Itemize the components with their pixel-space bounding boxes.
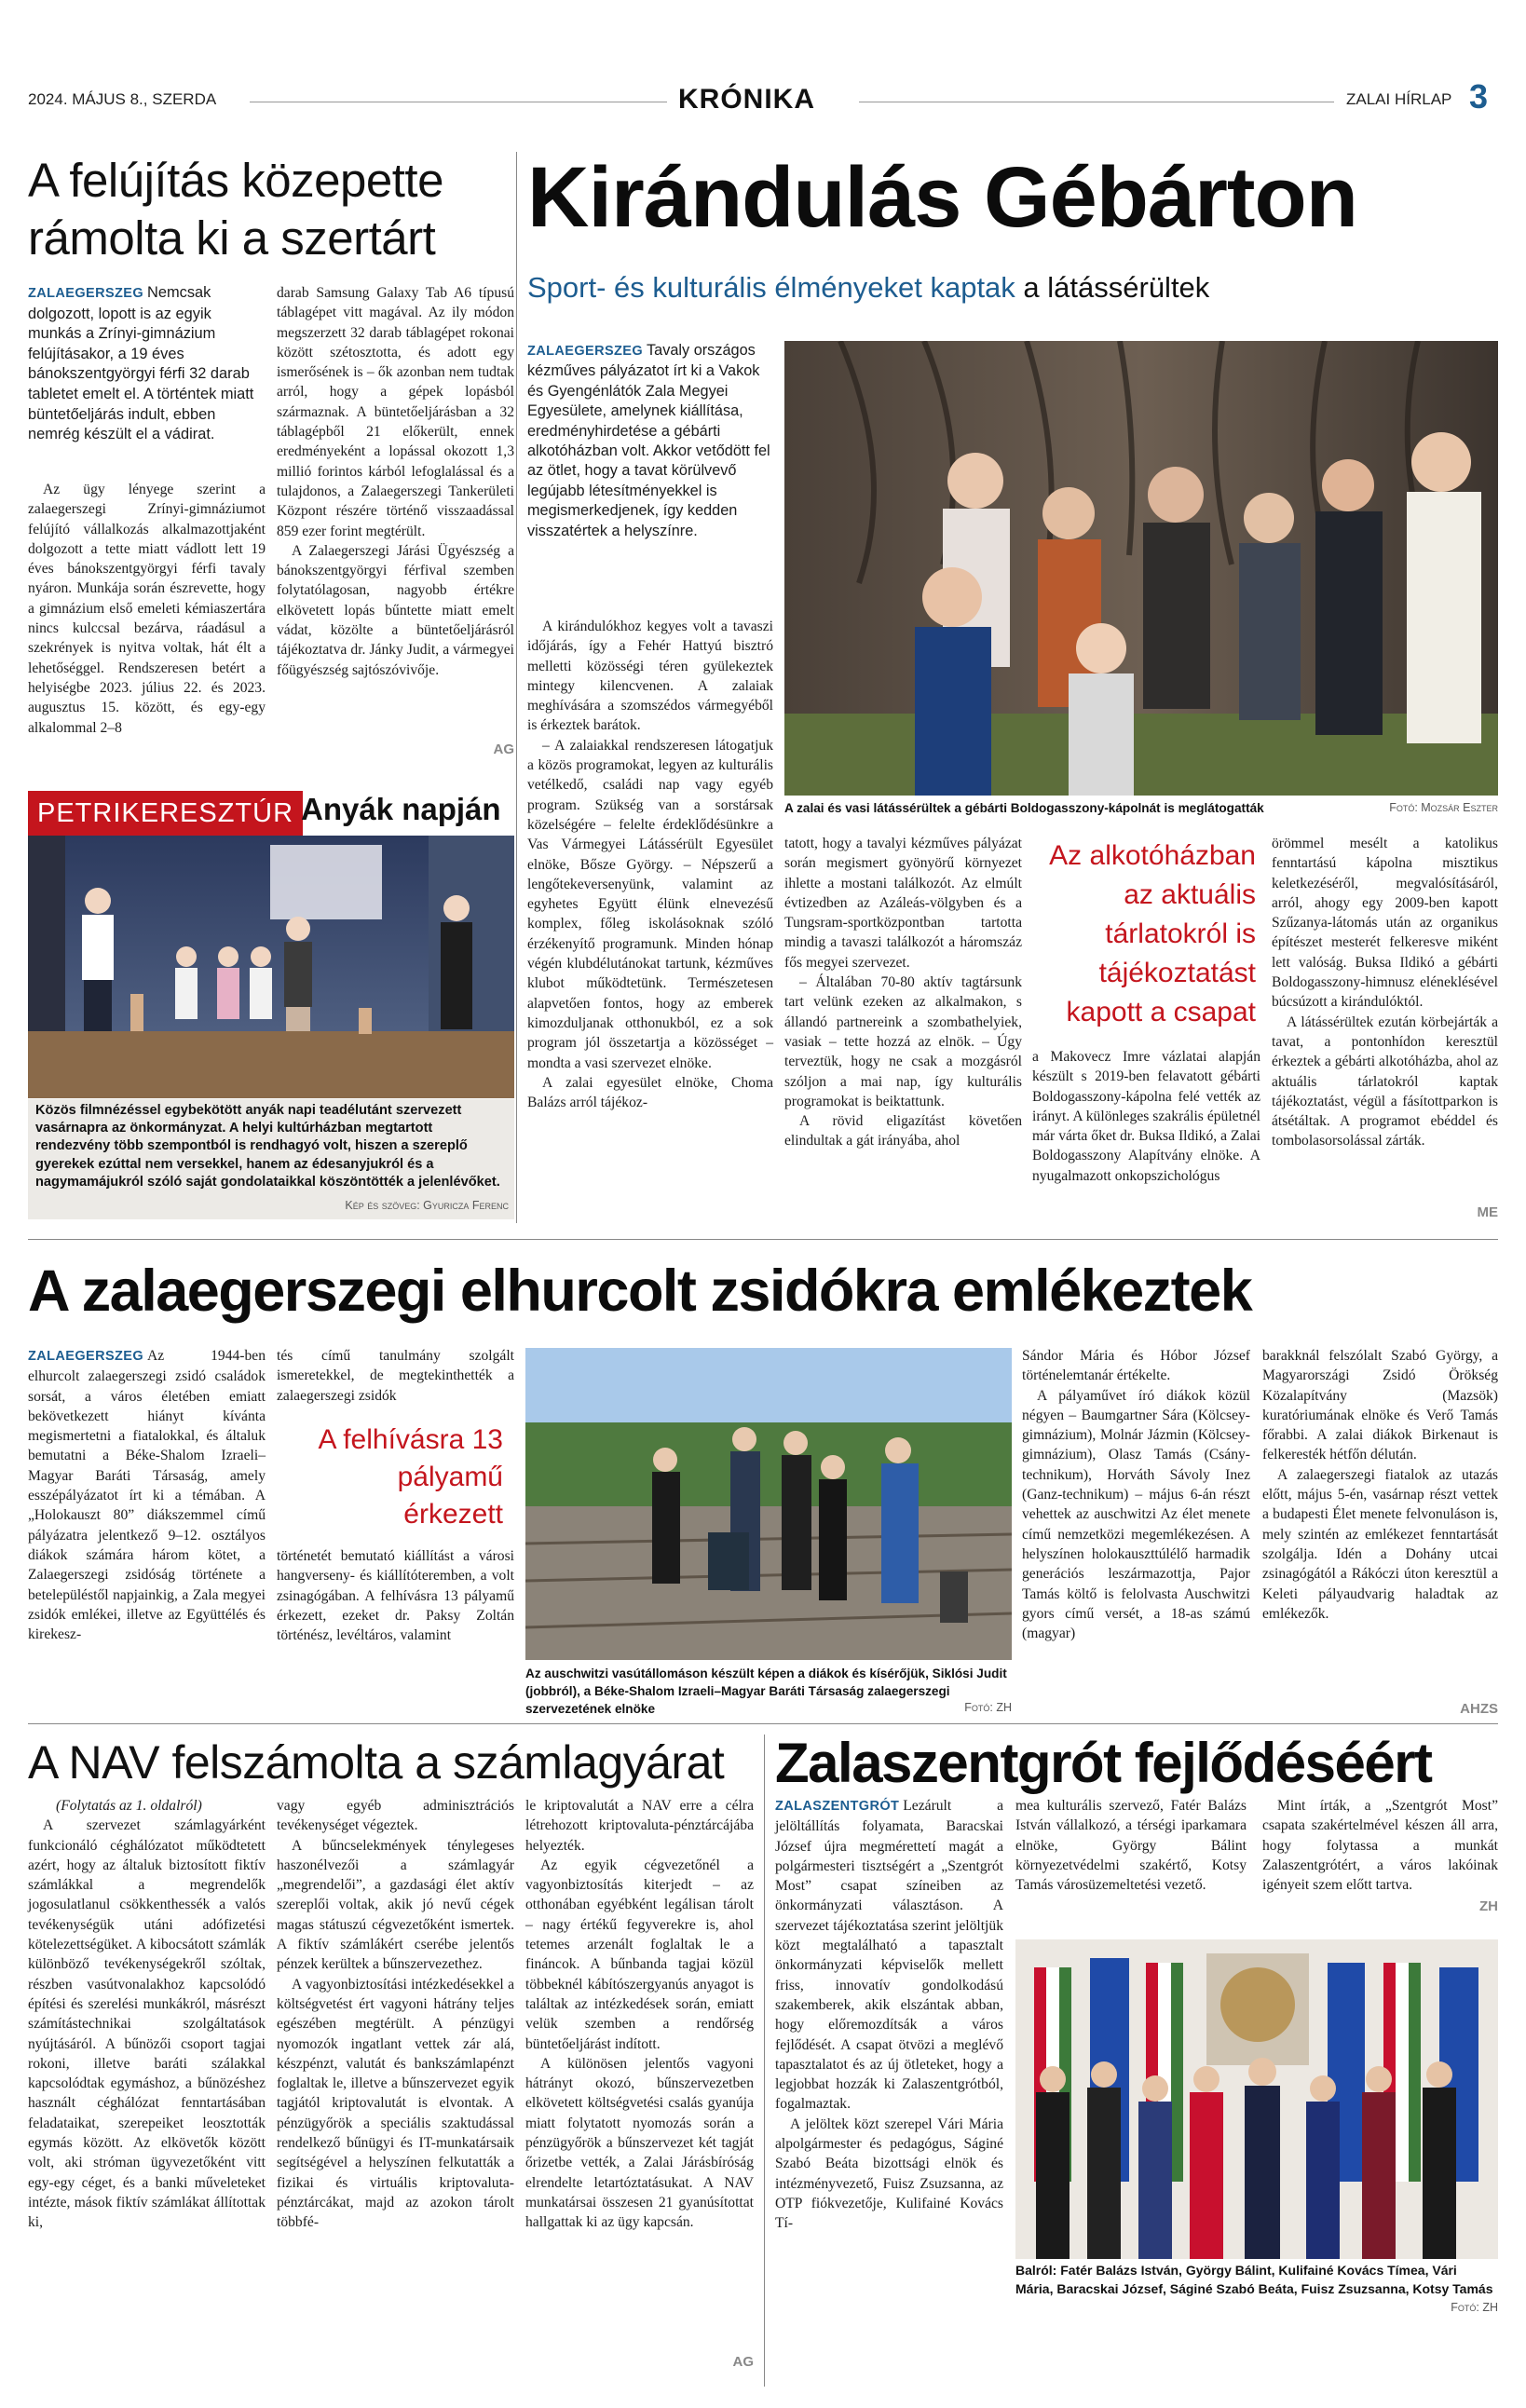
art5-signature: AG — [732, 2354, 754, 2370]
art2-caption: Közös filmnézéssel egybekötött anyák napi teadélutánt szervezett vasárnapra az önkormányzat. A helyi kultúrházban megtartott rendezvény több szempontból is rendhagyó volt, hiszen a szereplő gyerekek ezúttal nem versekkel, hanem az édesanyjukról és a nagymamájukról szóló saját gondolataikkal köszöntötték a jelenlévőket. — [35, 1103, 500, 1190]
art1-col1: Az ügy lényege szerint a zalaegerszegi Zrínyi-gimnáziumot felújító vállalkozás alkalmazottjaként dolgozott a tette miatt vádlott lett 19 éves bánokszentgyörgyi férfi tavaly nyáron. Munkája során észrevette, hogy a gimnázium első emeleti kémiaszertára nincs kulccsal bezárva, ráadásul a szekrények is nyitva voltak, hát élt a lehetőséggel. Rendszeresen betért a helyiségbe 2023. július 22. és 2023. augusztus 15. között, és egy-egy alkalommal 2–8 — [28, 482, 266, 736]
divider-mid — [28, 1239, 1498, 1240]
art6-dateline: ZALASZENTGRÓT — [775, 1799, 900, 1814]
art3-title: Kirándulás Gébárton — [527, 150, 1357, 245]
photo-railway-station — [525, 1348, 1012, 1660]
art4-col2b: történetét bemutató kiállítást a városi hangverseny- és kiállítóteremben, a volt zsinagógában. A felhívásra 13 pályamű érkezett, ezeket dr. Paksy Zoltán történész, levéltáros, valamint — [277, 1548, 514, 1644]
art2-title: Anyák napján — [301, 792, 501, 826]
divider-lower — [28, 1723, 1498, 1724]
art6-col1: ZALASZENTGRÓT Lezárult a jelöltállítás folyamata, Baracskai József újra megmérettetí magát a polgármesteri tisztségért a „Szentgrót Most” csapat színeiben az önkormányzati választáson. A szervezet tájékoztatása szerint jelöltjük közt megtalálható a tapasztalt önkormányzati képviselők mellett friss, innovatív gondolkodású szakemberek, akik elszántak abban, hogy előremozdítsák a város fejlődését. A csapat ötvözi a meglévő tapasztalatot és az új ötleteket, hogy a legjobbat hozzák ki Zalaszentgrótból, fogalmaztak. A jelöltek közt szerepel Vári Mária alpolgármester és pedagógus, Ságiné Szabó Beáta bizottsági elnök és intézményvezető, Fuisz Zsuzsanna, az OTP fiókvezetője, Kulifainé Kovács Tí- — [775, 1798, 1003, 2232]
art4-col2: tés című tanulmány szolgált ismeretekkel, de megtekinthették a zalaegerszegi zsidók — [277, 1348, 514, 1404]
art1-signature: AG — [493, 741, 514, 757]
art3-col2: tatott, hogy a tavalyi kézműves pályázat során megismert gyönyörű környezet ihlette a mostani találkozót. Az elmúlt évtizedben az Azáleás-völgyben és a Tungsram-sportközpontban tartotta mindig a tavaszi találkozót a háromszáz fős megyei szervezet. – Általában 70-80 aktív tagtársunk tart velünk ezeken az alkalmakon, s állandó partnereink a szombathelyiek, vasiak – tette hozzá az elnök. – Úgy terveztük, hogy ne csak a mozgásról szóljon a mai nap, így kulturális programokat is beiktattunk. A rövid eligazítást követően elindultak a gát irányába, ahol — [784, 836, 1022, 1150]
art5-col2: vagy egyéb adminisztrációs tevékenységet végeztek. A bűncselekmények ténylegeses haszonélvezői a számlagyár „megrendelői”, a gazdasági élet aktív szereplői voltak, akik jó nevű cégek magas státuszú cégvezetőként ismertek. A fiktív számlákért cserébe jelentős pénzek kerültek a bűnszervezethez. A vagyonbiztosítási intézkedésekkel a költségvetést ért vagyoni hátrány teljes egészében megtérült. A pénzügyi nyomozók ingatlant vettek zár alá, készpénzt, valutát és bankszámlapénzt foglaltak le, illetve a bűnszervezet egyik tagjától kriptovalutát is elvontak. A pénzügyőrök a speciális szaktudással rendelkező bűnügyi és IT-munkatársaik segítségével a helyszínen felkutatták a fizikai és virtuális kriptovaluta-pénztárcákat, majd az azokon tárolt többfé- — [277, 1798, 514, 2231]
art3-caption: A zalai és vasi látássérültek a gébárti Boldogasszony-kápolnát is meglátogatták — [784, 801, 1264, 815]
art4-title: A zalaegerszegi elhurcolt zsidókra emlékeztek — [28, 1258, 1252, 1324]
header-section: KRÓNIKA — [678, 84, 815, 115]
art4-signature: AHZS — [1460, 1701, 1498, 1717]
art4-col1: ZALAEGERSZEG Az 1944-ben elhurcolt zalaegerszegi zsidó családok sorsát, a város életében emiatt bekövetkezett hiányt kívánta megismertetni a fiatalokkal, és általuk bemutatni a Béke-Shalom Izraeli–Magyar Baráti Társaság, amely esszépályázatot írt ki a témában. A „Holokauszt 80” diákszemmel című pályázatra jelentkező 9–12. osztályos diákok számára három kötet, a Zalaegerszegi zsidóság története a betelepüléstől napjainkig, a Zala megyei zsidók emlékei, illetve az Együttélés és kirekesz- — [28, 1348, 266, 1643]
divider-top-left — [516, 152, 517, 1223]
art6-signature: ZH — [1479, 1898, 1498, 1914]
art3-dateline: ZALAEGERSZEG — [527, 344, 644, 359]
art4-pullquote: A felhívásra 13 pályamű érkezett — [318, 1424, 503, 1530]
art3-col3: a Makovecz Imre vázlatai alapján készült s 2019-ben felavatott gébárti Boldogasszony-kápolna felé vették az irányt. A különleges szakrális épületnél már várta őket dr. Buksa Ildikó, a Zalai Boldogasszony Alapítvány elnöke. A nyugalmazott onkopszichológus — [1032, 1049, 1260, 1184]
art6-title: Zalaszentgrót fejlődéséért — [775, 1732, 1432, 1794]
art3-credit: Fotó: Mozsár Eszter — [1389, 801, 1498, 814]
photo-children-stage — [28, 836, 514, 1098]
photo-candidates-flags — [1015, 1939, 1498, 2259]
art5-col1: (Folytatás az 1. oldalról) A szervezet számlagyárként funkcionáló céghálózatot működtetett azért, hogy az általuk biztosított fiktív számlákkal a megrendelők jogosulatlanul csökkenthessék a valós tevékenységük utáni adófizetési kötelezettségüket. A kibocsátott számlák különböző tevékenységekről szóltak, részben vasútvonalakhoz kapcsolódó építési és szerelési munkákról, másrészt számítástechnikai szolgáltatások nyújtásáról. A bűnözői csoport tagjai rokoni, illetve baráti szálakkal kapcsolódtak egymáshoz, a bűnözéshez használt céghálózat fenntartásában feladataikat, szerepeiket leosztották egymás között. Az elkövetők között volt, aki stróman ügyvezetőként vitt egy-egy céget, és a banki műveleteket intézte, mások fiktív számlákat állítottak ki, — [28, 1798, 266, 2231]
art6-col3: Mint írták, a „Szentgrót Most” csapata szakértelmével készen áll arra, hogy folytassa a munkát Zalaszentgrótért, a város lakóinak igényeit szem előtt tartva. — [1262, 1798, 1498, 1894]
art1-col2: darab Samsung Galaxy Tab A6 típusú táblagépet vitt magával. Az ily módon megszerzett 32 darab táblagépet rokonai között szétosztotta, és adott egy ismerősének is – ők azonban nem tudtak arról, hogy a gépek lopásból származnak. A büntetőeljárásban a 32 táblagépből 21 előkerült, ennek eredményeként a lopással okozott 1,3 millió forintos kárból lefoglalással és a tulajdonos, a Zalaegerszegi Tankerületi Központ részére történő visszaadással 859 ezer forint megtérült. A Zalaegerszegi Járási Ügyészség a bánokszentgyörgyi férfival szemben folytatólagosan, nagyobb értékre elkövetett lopás bűntette miatt emelt vádat, közölte a büntetőeljárásról tájékoztatva dr. Jánky Judit, a vármegyei főügyészség sajtószóvivője. — [277, 285, 514, 678]
art6-credit: Fotó: ZH — [1451, 2301, 1498, 2314]
art3-pullquote: Az alkotóházban az aktuális tárlatokról is tájékoztatást kapott a csapat — [1049, 840, 1256, 1027]
page-number: 3 — [1469, 77, 1489, 116]
art4-col3: Sándor Mária és Hóbor József történelemtanár értékelte. A pályaművet író diákok közül négyen – Baumgartner Sára (Kölcsey-gimnázium), Molnár Jázmin (Kölcsey-gimnázium), Olasz Tamás (Csány-technikum), Horváth Sávoly Inez (Ganz-technikum) – május 6-án részt vehettek az auschwitzi Az élet menete című nemzetközi megemlékezésen. A helyszínen holokauszttúlélő harmadik generációs leszármazottja, Pajor Tamás költő is felolvasta Auschwitzi gyors című versét, a 18-as számú (magyar) — [1022, 1348, 1250, 1642]
art4-caption: Az auschwitzi vasútállomáson készült képen a diákok és kísérőjük, Siklósi Judit (jobbról), a Béke-Shalom Izraeli–Magyar Baráti Társaság zalaegerszegi szervezetének elnöke — [525, 1667, 1007, 1716]
header-date: 2024. MÁJUS 8., SZERDA — [28, 90, 217, 108]
header-paper: ZALAI HÍRLAP — [1346, 90, 1452, 108]
divider-bottom — [764, 1735, 765, 2387]
art6-col2: mea kulturális szervező, Fatér Balázs István vállalkozó, a térségi iparkamara elnöke, György Bálint környezetvédelmi szakértő, Kotsy Tamás városüzemeltetési vezető. — [1015, 1798, 1247, 1894]
photo-group-gebart — [784, 341, 1498, 796]
art3-signature: ME — [1477, 1204, 1498, 1220]
art2-credit: Kép és szöveg: Gyuricza Ferenc — [345, 1199, 509, 1212]
art1-dateline: ZALAEGERSZEG — [28, 286, 144, 301]
art1-lead: ZALAEGERSZEG Nemcsak dolgozott, lopott is az egyik munkás a Zrínyi-gimnázium felújításakor, a 19 éves bánokszentgyörgyi férfi 32 darab tabletet emelt el. A történtek miatt büntetőeljárás indult, ebben nemrég készült el a vádirat. — [28, 284, 254, 443]
art3-subtitle: Sport- és kulturális élményeket kaptak a látássérültek — [527, 271, 1210, 304]
art2-kicker: PETRIKERESZTÚR — [28, 791, 303, 836]
art5-col3: le kriptovalutát a NAV erre a célra létrehozott kriptovaluta-pénztárcájába helyezték. Az egyik cégvezetőnél a vagyonbiztosítás kiterjedt – az otthonában egyébként legálisan tárolt – nagy értékű fegyverekre is, ahol tetemes arzenált foglaltak le a fináncok. A bűnbanda tagjai közül többeknél kábítószergyanús anyagot is találtak az intézkedések során, emiatt velük szemben a rendőrség büntetőeljárást indított. A különösen jelentős vagyoni hátrányt okozó, bűnszervezetben elkövetett költségvetési csalás gyanúja miatt folytatott nyomozás során a pénzügyőrök a bűnszervezet két tagját őrizetbe vették, a Zalai Járásbíróság elrendelte letartóztatásukat. A NAV munkatársai összesen 21 gyanúsítottat hallgattak ki az ügy kapcsán. — [525, 1798, 754, 2231]
art3-col1: A kirándulókhoz kegyes volt a tavaszi időjárás, így a Fehér Hattyú bisztró melletti közösségi téren gyülekeztek mintegy kilencvenen. A zalaiak meghívására a szomszédos vármegyéből is érkeztek barátok. – A zalaiakkal rendszeresen látogatjuk a közös programokat, legyen az kulturális vetélkedő, családi nap vagy egyéb program. Szükség van a sorstársak közelségére – felelte érdeklődésünkre a Vas Vármegyei Látássérült Egyesület elnöke, Bősze György. – Népszerű a lengőtekeversenyünk, valamint az egyhetes Együtt élünk elnevezésű komplex, főleg iskolásoknak szóló érzékenyítő programunk. Minden hónap végén klubdélutánokat tartunk, kézműves klubot működtetünk. Természetesen alapvetően fontos, hogy az emberek kimozduljanak otthonukból, ez a sok program jól összetartja a közösséget – mondta a vasi szervezet elnöke. A zalai egyesület elnöke, Choma Balázs arról tájékoz- — [527, 619, 773, 1111]
art1-title: A felújítás közepette rámolta ki a szertárt — [28, 154, 443, 265]
art3-lead: ZALAEGERSZEG Tavaly országos kézműves pályázatot írt ki a Vakok és Gyengénlátók Zala Megyei Egyesülete, amelynek kiállítása, eredményhirdetése a gébárti alkotóházban volt. Akkor vetődött fel az ötlet, hogy a tavat körülvevő legújabb létesítményekkel is megismerkedjenek, így kedden visszatértek a helyszínre. — [527, 342, 770, 539]
art3-col4: örömmel mesélt a katolikus fenntartású kápolna misztikus keletkezéséről, megvalósításáról, arról, ahogy egy 2009-ben kapott Szűzanya-látomás után az organikus építészet mesterét felkeresve miként lett valóság. Buksa Ildikó a gébárti Boldogasszony-himnusz eléneklésével búcsúzott a kirándulóktól. A látássérültek ezután körbejárták a tavat, a pontonhídon keresztül érkeztek a gébárti alkotóházba, ahol az aktuális tárlatokról kaptak tájékoztatást, végül a fásítottparkon is átsétáltak. A programot ebéddel és tombolasorsolással zárták. — [1272, 836, 1498, 1150]
art4-dateline: ZALAEGERSZEG — [28, 1349, 144, 1364]
art4-col4: barakknál felszólalt Szabó György, a Magyarországi Zsidó Örökség Közalapítvány (Mazsök) kuratóriumának elnöke és Verő Tamás főrabbi. A zalai diákok Birkenaut is felkeresték hétfőn délután. A zalaegerszegi fiatalok az utazás előtt, május 5-én, vasárnap részt vettek a budapesti Élet menete felvonuláson is, mely szintén az emlékezet fenntartását szolgálja. Idén a Dohány utcai zsinagógától a Rákóczi úton keresztül a Keleti pályaudvarig haladtak az emlékezők. — [1262, 1348, 1498, 1622]
art5-title: A NAV felszámolta a számlagyárat — [28, 1736, 725, 1789]
art4-credit: Fotó: ZH — [964, 1701, 1012, 1714]
art6-caption: Balról: Fatér Balázs István, György Bálint, Kulifainé Kovács Tímea, Vári Mária, Baracskai József, Ságiné Szabó Beáta, Fuisz Zsuzsanna, Kotsy Tamás — [1015, 2263, 1493, 2296]
